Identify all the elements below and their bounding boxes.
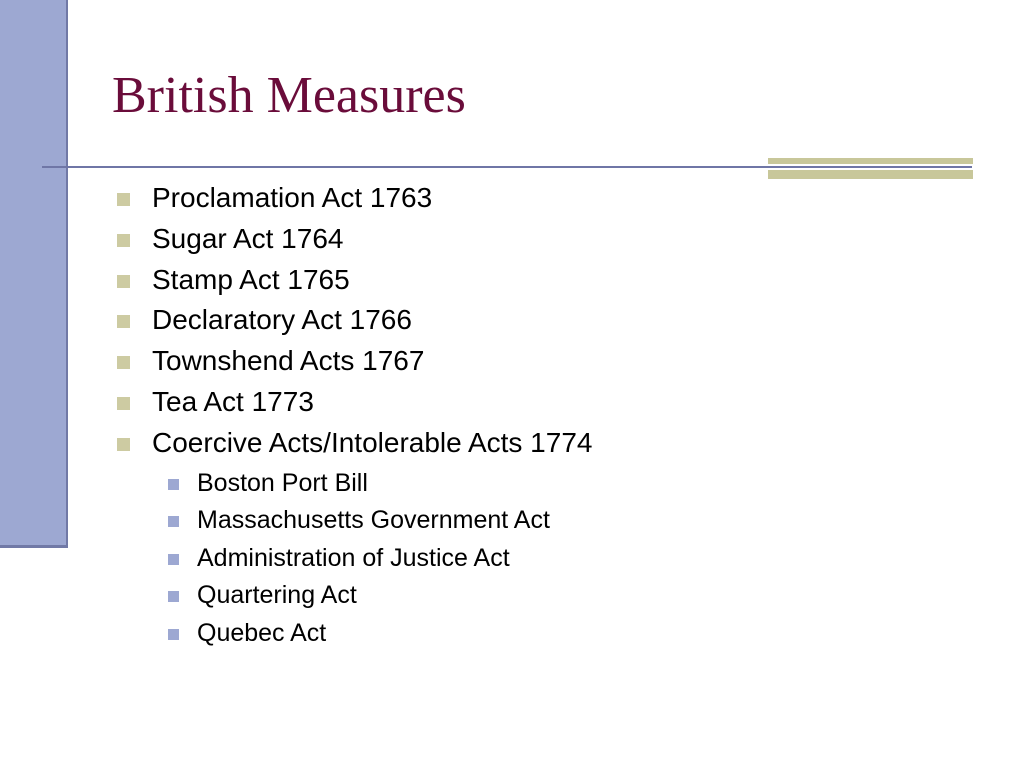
- sub-bullet-item: [112, 615, 992, 653]
- sub-bullet-text: Quebec Act: [197, 618, 327, 647]
- slide-title: British Measures: [112, 67, 466, 124]
- decorative-accent-bar: [768, 158, 973, 180]
- square-bullet-icon: [117, 438, 130, 451]
- bullet-text: Stamp Act 1765: [152, 263, 350, 295]
- square-bullet-icon: [117, 234, 130, 247]
- bullet-item: [112, 382, 992, 423]
- square-bullet-icon: [117, 193, 130, 206]
- decorative-side-bar: [0, 0, 68, 548]
- sub-bullet-item: [112, 465, 992, 503]
- bullet-item: [112, 423, 992, 464]
- bullet-item: [112, 219, 992, 260]
- square-bullet-icon: [117, 275, 130, 288]
- bullet-text: Tea Act 1773: [152, 385, 314, 417]
- bullet-item: [112, 260, 992, 301]
- sub-bullet-item: [112, 540, 992, 578]
- bullet-text: Townshend Acts 1767: [152, 345, 425, 377]
- bullet-text: Proclamation Act 1763: [152, 182, 433, 213]
- bullet-text: Coercive Acts/Intolerable Acts 1774: [152, 426, 593, 458]
- square-sub-bullet-icon: [168, 629, 179, 640]
- sub-bullet-item: [112, 577, 992, 615]
- square-sub-bullet-icon: [168, 554, 179, 565]
- square-bullet-icon: [117, 397, 130, 410]
- bullet-list: [112, 178, 992, 464]
- bullet-text: Sugar Act 1764: [152, 222, 344, 254]
- sub-bullet-text: Quartering Act: [197, 581, 357, 610]
- bullet-item: [112, 178, 992, 219]
- bullet-text: Declaratory Act 1766: [152, 304, 412, 336]
- square-sub-bullet-icon: [168, 479, 179, 490]
- sub-bullet-text: Administration of Justice Act: [197, 543, 510, 572]
- square-bullet-icon: [117, 315, 130, 328]
- slide-body: [112, 178, 992, 652]
- bullet-item: [112, 341, 992, 382]
- accent-stripe-top: [768, 158, 973, 164]
- bullet-item: [112, 300, 992, 341]
- sub-bullet-item: [112, 502, 992, 540]
- sub-bullet-list: [112, 465, 992, 653]
- sub-bullet-text: Boston Port Bill: [197, 468, 368, 497]
- square-sub-bullet-icon: [168, 516, 179, 527]
- sub-bullet-text: Massachusetts Government Act: [197, 506, 550, 535]
- square-bullet-icon: [117, 356, 130, 369]
- square-sub-bullet-icon: [168, 591, 179, 602]
